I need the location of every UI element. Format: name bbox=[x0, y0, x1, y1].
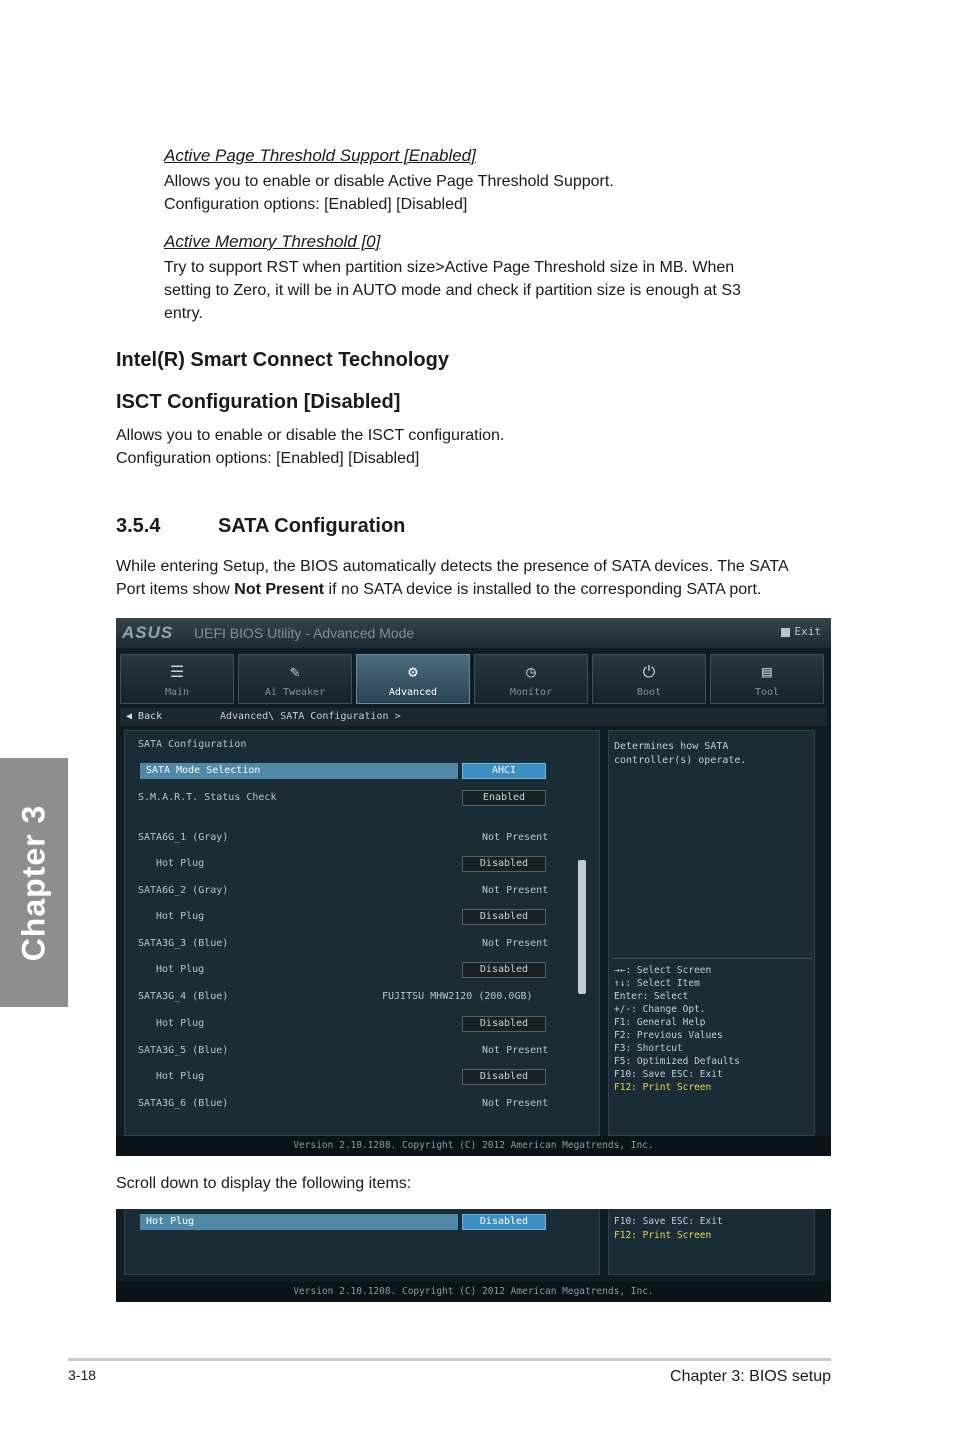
bios-title-bar bbox=[116, 618, 831, 648]
port-1-status: Not Present bbox=[482, 832, 549, 843]
bios-screenshot bbox=[116, 618, 831, 1156]
page-number: 3-18 bbox=[68, 1367, 97, 1383]
port-6-status: Not Present bbox=[482, 1098, 549, 1109]
apt-line1: Allows you to enable or disable Active Page Threshold Support. bbox=[164, 173, 614, 190]
tool-icon: ▤ bbox=[762, 662, 772, 681]
sata-section-title: SATA Configuration bbox=[218, 515, 406, 537]
hotplug-row[interactable]: Hot Plug bbox=[140, 1214, 458, 1230]
sata-para-line2: Port items show Not Present if no SATA device is installed to the corresponding SATA port. bbox=[116, 581, 762, 598]
hotplug-value[interactable]: Disabled bbox=[462, 1214, 546, 1230]
chapter-footer: Chapter 3: BIOS setup bbox=[670, 1368, 831, 1385]
port-2-label: SATA6G_2 (Gray) bbox=[138, 885, 229, 896]
help-key: F10: Save ESC: Exit bbox=[614, 1216, 723, 1227]
scrollbar[interactable] bbox=[578, 860, 586, 994]
port-1-hotplug[interactable]: Hot Plug bbox=[156, 858, 205, 869]
port-4-hotplug-value[interactable]: Disabled bbox=[462, 1016, 546, 1032]
help-divider bbox=[612, 958, 812, 959]
help-key: +/-: Change Opt. bbox=[614, 1004, 706, 1015]
bios-footer: Version 2.10.1208. Copyright (C) 2012 American Megatrends, Inc. bbox=[116, 1136, 831, 1156]
isct-title: Intel(R) Smart Connect Technology bbox=[116, 349, 449, 371]
boot-icon: ⏻ bbox=[642, 662, 656, 681]
help-key: F3: Shortcut bbox=[614, 1043, 683, 1054]
tab-advanced[interactable]: ⚙ Advanced bbox=[356, 654, 470, 704]
tab-tool[interactable]: ▤ Tool bbox=[710, 654, 824, 704]
help-description: Determines how SATA controller(s) operate. bbox=[614, 741, 747, 766]
bios-footer: Version 2.10.1208. Copyright (C) 2012 American Megatrends, Inc. bbox=[116, 1282, 831, 1302]
port-2-status: Not Present bbox=[482, 885, 549, 896]
not-present-term: Not Present bbox=[234, 581, 325, 598]
smart-value[interactable]: Enabled bbox=[462, 790, 546, 806]
port-5-hotplug-value[interactable]: Disabled bbox=[462, 1069, 546, 1085]
amt-heading: Active Memory Threshold [0] bbox=[164, 232, 381, 251]
ai-tweaker-icon: ✎ bbox=[290, 662, 300, 681]
back-arrow-icon: ◀ bbox=[126, 711, 139, 722]
monitor-icon: ◷ bbox=[526, 662, 536, 681]
isct-heading: ISCT Configuration [Disabled] bbox=[116, 391, 401, 413]
sata-mode-row[interactable]: SATA Mode Selection bbox=[140, 763, 458, 779]
tab-monitor[interactable]: ◷ Monitor bbox=[474, 654, 588, 704]
back-button[interactable]: ◀ Back bbox=[126, 711, 163, 722]
port-6-label: SATA3G_6 (Blue) bbox=[138, 1098, 229, 1109]
section-label: SATA Configuration bbox=[138, 739, 247, 750]
help-key: F2: Previous Values bbox=[614, 1030, 723, 1041]
smart-row[interactable]: S.M.A.R.T. Status Check bbox=[138, 792, 277, 803]
exit-button[interactable]: Exit bbox=[781, 625, 822, 638]
asus-logo: ASUS bbox=[122, 623, 174, 642]
amt-line3: entry. bbox=[164, 305, 203, 322]
amt-line2: setting to Zero, it will be in AUTO mode and check if partition size is enough at S3 bbox=[164, 282, 741, 299]
isct-line1: Allows you to enable or disable the ISCT configuration. bbox=[116, 427, 505, 444]
breadcrumb-bar bbox=[120, 708, 827, 726]
bios-tabs bbox=[120, 654, 827, 704]
tab-boot[interactable]: ⏻ Boot bbox=[592, 654, 706, 704]
help-key: F10: Save ESC: Exit bbox=[614, 1069, 723, 1080]
tab-ai-tweaker[interactable]: ✎ Ai Tweaker bbox=[238, 654, 352, 704]
help-key: →←: Select Screen bbox=[614, 965, 712, 976]
apt-heading: Active Page Threshold Support [Enabled] bbox=[164, 146, 476, 165]
port-1-label: SATA6G_1 (Gray) bbox=[138, 832, 229, 843]
breadcrumb: Advanced\ SATA Configuration > bbox=[220, 711, 401, 722]
port-3-label: SATA3G_3 (Blue) bbox=[138, 938, 229, 949]
main-icon: ☰ bbox=[169, 662, 185, 681]
advanced-icon: ⚙ bbox=[408, 662, 418, 681]
bios-screenshot-scrolled bbox=[116, 1209, 831, 1302]
isct-line2: Configuration options: [Enabled] [Disabled] bbox=[116, 450, 420, 467]
port-3-hotplug[interactable]: Hot Plug bbox=[156, 964, 205, 975]
port-5-label: SATA3G_5 (Blue) bbox=[138, 1045, 229, 1056]
apt-line2: Configuration options: [Enabled] [Disabled] bbox=[164, 196, 468, 213]
tab-main[interactable]: ☰ Main bbox=[120, 654, 234, 704]
amt-line1: Try to support RST when partition size>Active Page Threshold size in MB. When bbox=[164, 259, 735, 276]
port-3-hotplug-value[interactable]: Disabled bbox=[462, 962, 546, 978]
help-key: Enter: Select bbox=[614, 991, 689, 1002]
port-5-status: Not Present bbox=[482, 1045, 549, 1056]
port-1-hotplug-value[interactable]: Disabled bbox=[462, 856, 546, 872]
scroll-caption: Scroll down to display the following items: bbox=[116, 1175, 412, 1192]
help-key-print-screen: F12: Print Screen bbox=[614, 1082, 712, 1093]
port-2-hotplug[interactable]: Hot Plug bbox=[156, 911, 205, 922]
chapter-tab: Chapter 3 bbox=[0, 758, 68, 1007]
bios-app-title: UEFI BIOS Utility - Advanced Mode bbox=[194, 625, 415, 641]
help-key: F5: Optimized Defaults bbox=[614, 1056, 740, 1067]
sata-mode-value[interactable]: AHCI bbox=[462, 763, 546, 779]
port-5-hotplug[interactable]: Hot Plug bbox=[156, 1071, 205, 1082]
port-4-label: SATA3G_4 (Blue) bbox=[138, 991, 229, 1002]
help-key-print-screen: F12: Print Screen bbox=[614, 1230, 712, 1241]
help-key: ↑↓: Select Item bbox=[614, 978, 700, 989]
port-4-hotplug[interactable]: Hot Plug bbox=[156, 1018, 205, 1029]
port-2-hotplug-value[interactable]: Disabled bbox=[462, 909, 546, 925]
port-4-status: FUJITSU MHW2120 (200.0GB) bbox=[382, 991, 533, 1002]
sata-section-number: 3.5.4 bbox=[116, 515, 161, 537]
sata-para-line1: While entering Setup, the BIOS automatically detects the presence of SATA devices. The SATA bbox=[116, 558, 789, 575]
help-key: F1: General Help bbox=[614, 1017, 706, 1028]
footer-rule bbox=[68, 1358, 831, 1361]
exit-icon bbox=[781, 628, 790, 637]
port-3-status: Not Present bbox=[482, 938, 549, 949]
